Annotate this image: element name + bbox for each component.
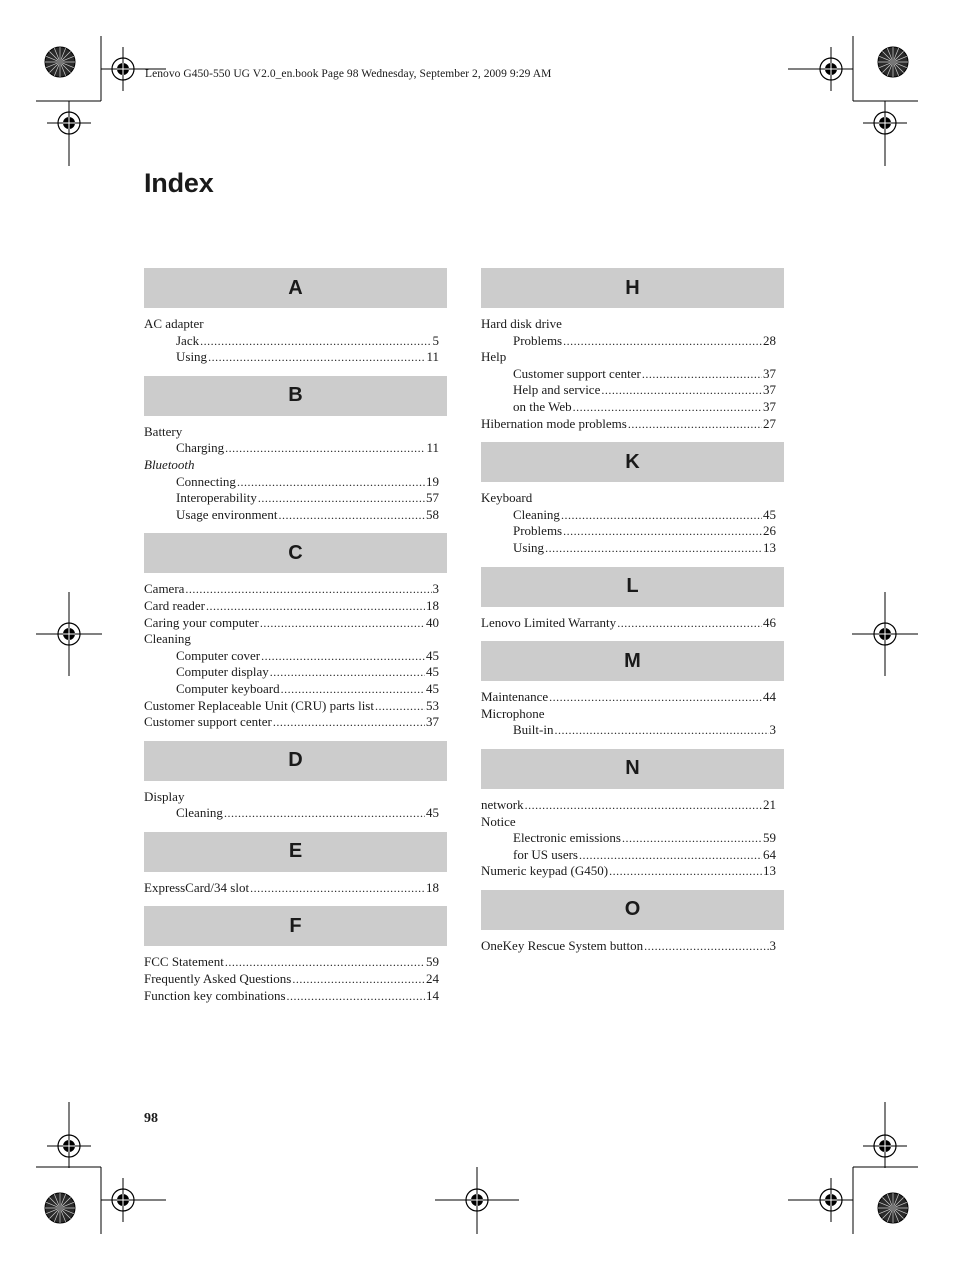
index-subentry — [144, 440, 439, 457]
dot-leader — [579, 847, 762, 864]
dot-leader — [545, 540, 762, 557]
entry-page-number: 64 — [763, 846, 776, 862]
entry-label: Cleaning — [144, 631, 191, 647]
entry-label: Hibernation mode problems — [481, 415, 627, 431]
crop-mark-bottom-right — [788, 1102, 918, 1234]
entry-label: Numeric keypad (G450) — [481, 863, 609, 879]
entry-label: Using — [176, 349, 208, 365]
index-entry-list — [144, 872, 447, 897]
index-entry — [144, 971, 439, 988]
section-spacer — [144, 896, 447, 906]
index-entry — [144, 457, 439, 474]
index-subentry — [481, 847, 776, 864]
entry-page-number: 13 — [763, 539, 776, 555]
index-entry-list — [481, 607, 784, 632]
entry-page-number: 59 — [763, 830, 776, 846]
entry-page-number: 45 — [426, 805, 439, 821]
index-entry — [144, 615, 439, 632]
index-entry — [144, 789, 439, 806]
entry-label: Jack — [176, 332, 200, 348]
entry-label: Problems — [513, 523, 563, 539]
section-letter-heading: F — [144, 906, 447, 946]
index-subentry — [144, 648, 439, 665]
index-entry — [144, 631, 439, 648]
dot-leader — [609, 863, 762, 880]
dot-leader — [258, 490, 425, 507]
entry-label: Customer support center — [144, 714, 272, 730]
dot-leader — [561, 507, 762, 524]
entry-label: Keyboard — [481, 490, 533, 506]
index-section-l — [481, 567, 784, 632]
section-letter-heading: A — [144, 268, 447, 308]
index-section-d — [144, 741, 447, 822]
crop-mark-top-right — [788, 36, 918, 166]
index-entry — [481, 814, 776, 831]
entry-label: on the Web — [513, 398, 572, 414]
registration-mark-mid-right — [852, 592, 918, 676]
dot-leader — [617, 615, 762, 632]
index-entry-list — [481, 681, 784, 739]
entry-label: Help and service — [513, 382, 601, 398]
entry-label: Connecting — [176, 473, 236, 489]
entry-page-number: 3 — [769, 722, 776, 738]
entry-page-number: 3 — [769, 937, 776, 953]
entry-page-number: 46 — [763, 614, 776, 630]
dot-leader — [525, 797, 762, 814]
entry-label: OneKey Rescue System button — [481, 937, 644, 953]
entry-label: Customer Replaceable Unit (CRU) parts list — [144, 697, 374, 713]
index-entry — [144, 598, 439, 615]
index-entry-list — [144, 781, 447, 822]
index-entry — [144, 698, 439, 715]
index-subentry — [144, 333, 439, 350]
entry-label: Cleaning — [176, 805, 223, 821]
entry-label: Lenovo Limited Warranty — [481, 614, 617, 630]
index-section-f — [144, 906, 447, 1004]
index-subentry — [144, 664, 439, 681]
entry-page-number: 37 — [763, 365, 776, 381]
section-letter-heading: D — [144, 741, 447, 781]
index-entry — [481, 938, 776, 955]
index-subentry — [144, 681, 439, 698]
entry-page-number: 28 — [763, 332, 776, 348]
entry-label: Cleaning — [513, 506, 560, 522]
index-section-o — [481, 890, 784, 955]
index-entry — [144, 988, 439, 1005]
crop-mark-top-left — [36, 36, 166, 166]
entry-label: Camera — [144, 581, 185, 597]
index-subentry — [481, 382, 776, 399]
index-subentry — [144, 474, 439, 491]
dot-leader — [261, 648, 425, 665]
entry-page-number: 45 — [763, 506, 776, 522]
entry-label: Usage environment — [176, 506, 278, 522]
entry-label: Customer support center — [513, 365, 641, 381]
index-entry — [481, 615, 776, 632]
entry-page-number: 24 — [426, 971, 439, 987]
index-entry-list — [481, 482, 784, 556]
running-head: Lenovo G450-550 UG V2.0_en.book Page 98 Wednesday, September 2, 2009 9:29 AM — [145, 68, 552, 80]
index-subentry — [144, 507, 439, 524]
entry-label: Help — [481, 349, 507, 365]
entry-label: AC adapter — [144, 316, 204, 331]
section-spacer — [481, 631, 784, 641]
dot-leader — [573, 399, 762, 416]
dot-leader — [206, 598, 425, 615]
index-column-right — [481, 268, 784, 954]
section-letter-heading: M — [481, 641, 784, 681]
index-subentry — [481, 333, 776, 350]
entry-page-number: 13 — [763, 863, 776, 879]
entry-page-number: 19 — [426, 473, 439, 489]
index-subentry — [144, 805, 439, 822]
section-spacer — [481, 880, 784, 890]
section-spacer — [481, 557, 784, 567]
dot-leader — [628, 416, 762, 433]
section-spacer — [144, 822, 447, 832]
dot-leader — [563, 523, 762, 540]
index-entry-list — [144, 308, 447, 366]
index-entry — [144, 581, 439, 598]
page-title: Index — [144, 168, 214, 198]
dot-leader — [563, 333, 762, 350]
index-section-b — [144, 376, 447, 524]
entry-label: Computer display — [176, 664, 269, 680]
dot-leader — [622, 830, 762, 847]
entry-label: Charging — [176, 440, 225, 456]
dot-leader — [200, 333, 431, 350]
entry-label: network — [481, 796, 524, 812]
index-entry — [481, 316, 776, 333]
index-subentry — [481, 366, 776, 383]
index-entry — [481, 689, 776, 706]
index-subentry — [144, 490, 439, 507]
index-subentry — [481, 540, 776, 557]
entry-page-number: 58 — [426, 506, 439, 522]
dot-leader — [225, 440, 425, 457]
entry-page-number: 53 — [426, 697, 439, 713]
entry-label: Battery — [144, 423, 183, 439]
index-entry — [144, 954, 439, 971]
index-subentry — [481, 507, 776, 524]
entry-label: Bluetooth — [144, 456, 195, 472]
entry-label: ExpressCard/34 slot — [144, 879, 250, 895]
entry-label: Interoperability — [176, 490, 257, 506]
entry-label: Problems — [513, 332, 563, 348]
dot-leader — [375, 698, 425, 715]
page-number: 98 — [144, 1111, 158, 1126]
index-entry-list — [481, 789, 784, 880]
entry-page-number: 27 — [763, 415, 776, 431]
dot-leader — [554, 722, 768, 739]
entry-page-number: 5 — [432, 332, 439, 348]
section-letter-heading: C — [144, 533, 447, 573]
entry-page-number: 44 — [763, 689, 776, 705]
index-entry — [481, 490, 776, 507]
section-letter-heading: L — [481, 567, 784, 607]
entry-page-number: 40 — [426, 614, 439, 630]
dot-leader — [273, 714, 425, 731]
dot-leader — [278, 507, 425, 524]
dot-leader — [642, 366, 762, 383]
entry-page-number: 45 — [426, 647, 439, 663]
entry-page-number: 21 — [763, 796, 776, 812]
section-letter-heading: E — [144, 832, 447, 872]
dot-leader — [281, 681, 425, 698]
dot-leader — [260, 615, 425, 632]
index-subentry — [481, 399, 776, 416]
index-section-m — [481, 641, 784, 739]
dot-leader — [225, 954, 425, 971]
entry-label: Card reader — [144, 597, 205, 613]
entry-label: Function key combinations — [144, 987, 286, 1003]
index-section-a — [144, 268, 447, 366]
entry-label: Notice — [481, 813, 516, 829]
section-letter-heading: K — [481, 442, 784, 482]
index-subentry — [481, 722, 776, 739]
entry-page-number: 37 — [763, 398, 776, 414]
entry-label: Using — [513, 539, 545, 555]
entry-label: Maintenance — [481, 689, 549, 705]
index-entry-list — [144, 573, 447, 730]
entry-page-number: 45 — [426, 680, 439, 696]
dot-leader — [549, 689, 762, 706]
index-section-e — [144, 832, 447, 897]
dot-leader — [287, 988, 425, 1005]
dot-leader — [292, 971, 425, 988]
index-entry-list — [144, 946, 447, 1004]
section-spacer — [144, 523, 447, 533]
entry-page-number: 45 — [426, 664, 439, 680]
entry-page-number: 57 — [426, 490, 439, 506]
index-entry-list — [144, 416, 447, 524]
section-spacer — [144, 731, 447, 741]
index-section-n — [481, 749, 784, 880]
index-entry — [481, 706, 776, 723]
index-entry — [481, 863, 776, 880]
index-subentry — [481, 830, 776, 847]
section-spacer — [481, 432, 784, 442]
entry-page-number: 18 — [426, 879, 439, 895]
index-subentry — [144, 349, 439, 366]
index-entry — [481, 416, 776, 433]
section-letter-heading: N — [481, 749, 784, 789]
entry-page-number: 11 — [426, 440, 439, 456]
dot-leader — [185, 581, 431, 598]
entry-label: Electronic emissions — [513, 830, 621, 846]
index-column-left — [144, 268, 447, 1004]
dot-leader — [250, 880, 425, 897]
dot-leader — [601, 382, 762, 399]
entry-label: Computer cover — [176, 647, 261, 663]
dot-leader — [270, 664, 425, 681]
index-entry — [144, 316, 439, 333]
section-letter-heading: H — [481, 268, 784, 308]
entry-page-number: 11 — [426, 349, 439, 365]
section-spacer — [144, 366, 447, 376]
index-section-k — [481, 442, 784, 556]
entry-label: Microphone — [481, 705, 545, 721]
entry-page-number: 37 — [426, 714, 439, 730]
entry-label: for US users — [513, 846, 578, 862]
index-entry-list — [481, 308, 784, 432]
entry-label: Hard disk drive — [481, 316, 562, 331]
index-entry — [481, 349, 776, 366]
entry-page-number: 14 — [426, 987, 439, 1003]
dot-leader — [224, 805, 425, 822]
section-letter-heading: B — [144, 376, 447, 416]
index-entry — [481, 797, 776, 814]
registration-mark-bottom-center — [435, 1167, 519, 1234]
entry-label: Built-in — [513, 722, 554, 738]
entry-page-number: 18 — [426, 597, 439, 613]
index-entry-list — [481, 930, 784, 955]
dot-leader — [208, 349, 425, 366]
entry-label: FCC Statement — [144, 954, 224, 970]
index-entry — [144, 424, 439, 441]
entry-page-number: 59 — [426, 954, 439, 970]
index-entry — [144, 714, 439, 731]
section-spacer — [481, 739, 784, 749]
entry-label: Frequently Asked Questions — [144, 971, 292, 987]
entry-label: Computer keyboard — [176, 680, 280, 696]
entry-label: Caring your computer — [144, 614, 259, 630]
section-letter-heading: O — [481, 890, 784, 930]
entry-page-number: 3 — [432, 581, 439, 597]
index-entry — [144, 880, 439, 897]
entry-label: Display — [144, 788, 185, 804]
index-section-c — [144, 533, 447, 730]
registration-mark-mid-left — [36, 592, 102, 676]
dot-leader — [644, 938, 768, 955]
entry-page-number: 26 — [763, 523, 776, 539]
entry-page-number: 37 — [763, 382, 776, 398]
index-section-h — [481, 268, 784, 432]
dot-leader — [237, 474, 425, 491]
index-subentry — [481, 523, 776, 540]
